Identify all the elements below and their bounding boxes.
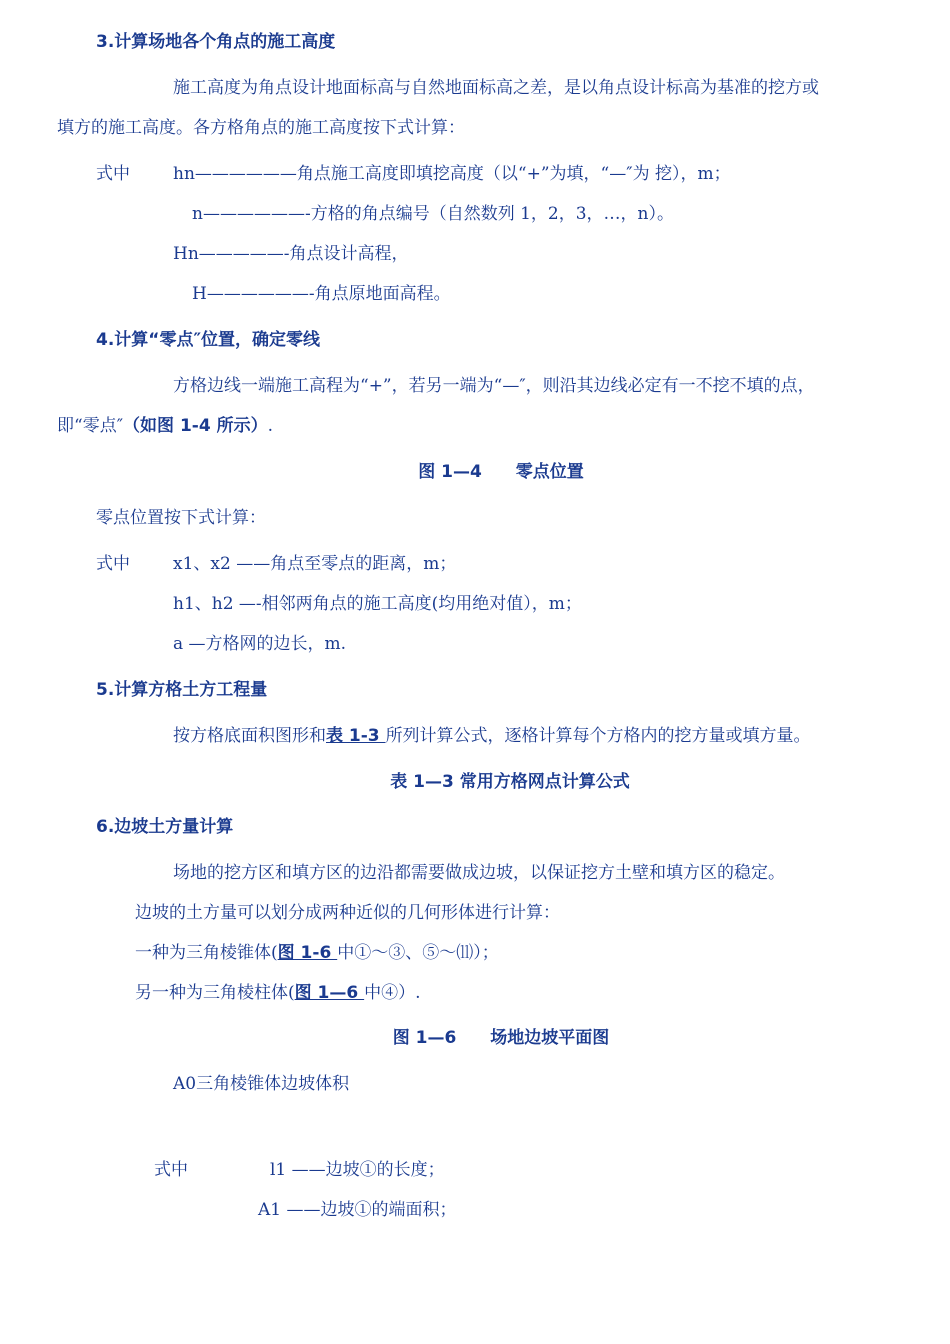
figure-1-4-caption: 图 1—4 零点位置	[418, 462, 584, 482]
paragraph-line: 填方的施工高度。各方格角点的施工高度按下式计算：	[57, 118, 465, 138]
paragraph-line: 边坡的土方量可以划分成两种近似的几何形体进行计算：	[135, 903, 560, 923]
paragraph-text: 中①～③、⑤～⑾）；	[337, 943, 499, 963]
definition-hn: hn——————角点施工高度即填挖高度（以“+”为填，“—″为 挖），m；	[173, 164, 731, 184]
section-3-heading: 3.计算场地各个角点的施工高度	[96, 32, 336, 52]
paragraph-line: 场地的挖方区和填方区的边沿都需要做成边坡，以保证挖方土壁和填方区的稳定。	[173, 863, 785, 883]
paragraph-line	[135, 982, 421, 1004]
section-5-heading: 5.计算方格土方工程量	[96, 680, 268, 700]
figure-1-6-link[interactable]: 图 1-6	[277, 943, 338, 963]
paragraph-line	[173, 725, 811, 747]
paragraph-line: 方格边线一端施工高程为“+”，若另一端为“—″，则沿其边线必定有一不挖不填的点，	[173, 376, 815, 396]
paragraph-line: 施工高度为角点设计地面标高与自然地面标高之差，是以角点设计标高为基准的挖方或	[173, 78, 819, 98]
paragraph-text: 另一种为三角棱柱体(	[135, 983, 295, 1003]
definition-l1: l1 ——边坡①的长度；	[270, 1160, 445, 1180]
figure-1-6-caption: 图 1—6 场地边坡平面图	[392, 1028, 610, 1048]
definition-x: x1、x2 ——角点至零点的距离，m；	[173, 554, 457, 574]
paragraph-text: 按方格底面积图形和	[173, 726, 326, 746]
paragraph-text: 即“零点″	[57, 416, 124, 436]
where-label: 式中	[96, 554, 130, 574]
definition-Hn: Hn—————-角点设计高程，	[173, 244, 409, 264]
formula-intro: 零点位置按下式计算：	[96, 508, 266, 528]
figure-1-6-link[interactable]: 图 1—6	[294, 983, 365, 1003]
table-1-3-caption: 表 1—3 常用方格网点计算公式	[390, 772, 630, 792]
definition-n: n——————-方格的角点编号（自然数列 1，2，3，…，n）。	[192, 204, 674, 224]
figure-reference: （如图 1-4 所示）	[123, 416, 268, 436]
definition-A1: A1 ——边坡①的端面积；	[258, 1200, 457, 1220]
paragraph-text: .	[267, 416, 274, 436]
definition-a: a —方格网的边长，m.	[173, 634, 347, 654]
where-label: 式中	[154, 1160, 188, 1180]
table-1-3-link[interactable]: 表 1-3	[326, 726, 386, 746]
paragraph-line	[135, 942, 499, 964]
paragraph-text: 中④）.	[364, 983, 421, 1003]
section-4-heading: 4.计算“零点″位置，确定零线	[96, 330, 321, 350]
where-label: 式中	[96, 164, 130, 184]
paragraph-text: 所列计算公式，逐格计算每个方格内的挖方量或填方量。	[385, 726, 811, 746]
paragraph-text: 一种为三角棱锥体(	[135, 943, 278, 963]
definition-H: H——————-角点原地面高程。	[192, 284, 451, 304]
paragraph-line	[57, 415, 273, 437]
definition-h: h1、h2 —-相邻两角点的施工高度(均用绝对值），m；	[173, 594, 582, 614]
a0-label: A0三角棱锥体边坡体积	[173, 1074, 350, 1094]
section-6-heading: 6.边坡土方量计算	[96, 817, 234, 837]
